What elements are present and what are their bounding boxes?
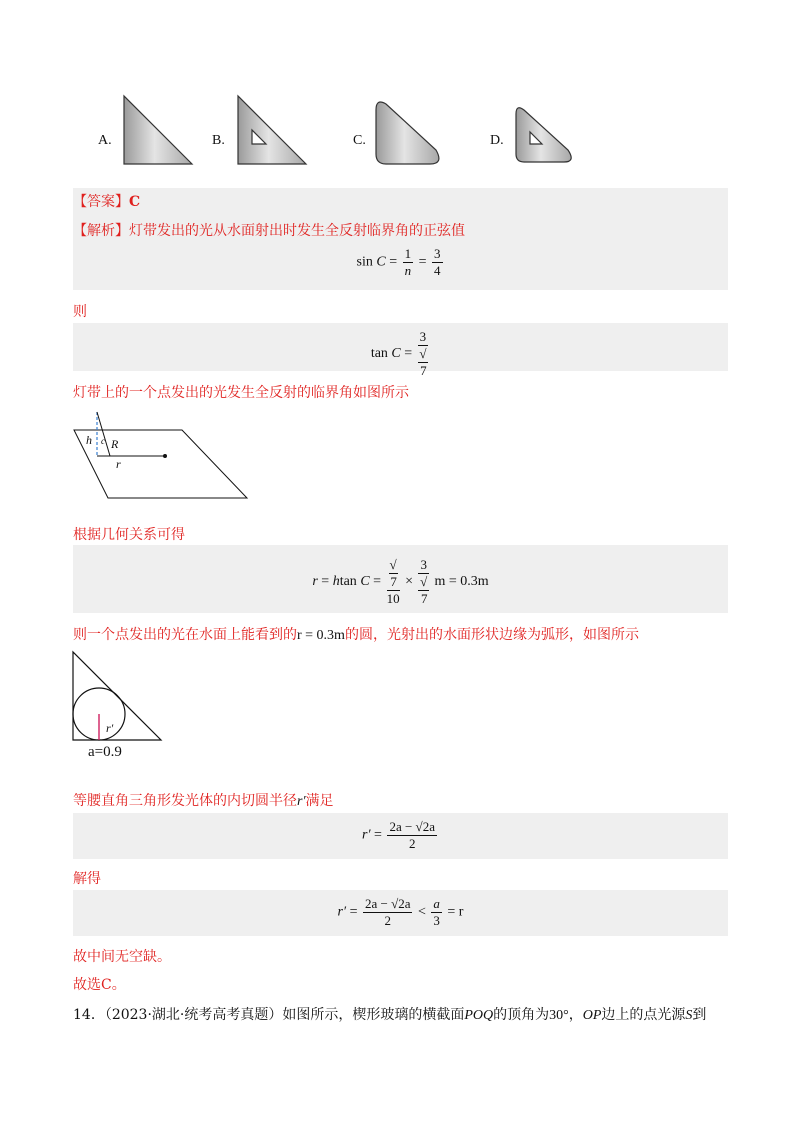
answer-value: C — [129, 194, 141, 210]
equation-rprime-box — [73, 813, 728, 859]
fig2-a-label: a=0.9 — [88, 744, 122, 760]
fig1-R: R — [111, 437, 119, 451]
answer-tag: 【答案】 — [73, 194, 129, 210]
analysis-text-5: 则一个点发出的光在水面上能看到的r = 0.3m的圆，光射出的水面形状边缘为弧形，如图所示 — [73, 627, 639, 643]
analysis-text-3: 灯带上的一个点发出的光发生全反射的临界角如图所示 — [73, 385, 409, 401]
fig1-r: r — [116, 457, 121, 471]
option-d-figure — [510, 98, 582, 170]
analysis-text-9: 故选C。 — [73, 977, 126, 993]
equation-r: r = htan C = √ 7 10 × 3 √ 7 m = 0.3m — [312, 557, 489, 606]
analysis-text-6: 等腰直角三角形发光体的内切圆半径r′满足 — [73, 793, 334, 809]
option-b-label: B. — [212, 133, 225, 148]
equation-sin-c: sin C = $\frac{1}{n}$ = $\frac{3}{4}$ — [356, 246, 441, 278]
analysis-text-8: 故中间无空缺。 — [73, 949, 171, 965]
question-source: （2023·湖北·统考高考真题） — [104, 1007, 283, 1023]
analysis-tag: 【解析】 — [73, 223, 129, 239]
analysis-text-2: 则 — [73, 304, 87, 320]
fig1-h: h — [86, 433, 92, 447]
analysis-text-7: 解得 — [73, 871, 101, 887]
equation-solve: r′ = $\frac{2a - √2a}{2}$ < $\frac{a}{3}$ = r — [337, 896, 464, 928]
analysis-line — [73, 220, 465, 240]
analysis-text-4: 根据几何关系可得 — [73, 527, 185, 543]
equation-tan-c: tan C = 3 √ 7 — [370, 329, 427, 378]
question-number: 14． — [73, 1007, 105, 1023]
analysis-text-1: 灯带发出的光从水面射出时发生全反射临界角的正弦值 — [129, 223, 465, 239]
equation-tan-box — [73, 323, 728, 378]
option-d-label: D. — [490, 133, 504, 148]
incircle-figure — [70, 648, 170, 760]
option-a-figure — [118, 92, 198, 170]
critical-angle-figure — [72, 404, 252, 504]
equation-rprime: r′ = $\frac{2a - √2a}{2}$ — [362, 819, 435, 851]
option-a-label: A. — [98, 133, 112, 148]
fig1-c: c — [101, 436, 105, 446]
fig2-rprime: r′ — [106, 721, 114, 735]
option-c-figure — [370, 92, 450, 170]
equation-solve-box — [73, 890, 728, 936]
answer-analysis-box — [73, 188, 728, 290]
equation-r-box — [73, 545, 728, 613]
option-c-label: C. — [353, 133, 366, 148]
answer-line — [73, 191, 140, 211]
option-b-figure — [232, 92, 312, 170]
question-14: 14．（2023·湖北·统考高考真题）如图所示，楔形玻璃的横截面POQ的顶角为30°，OP边上的点光源S到 — [73, 1007, 707, 1023]
